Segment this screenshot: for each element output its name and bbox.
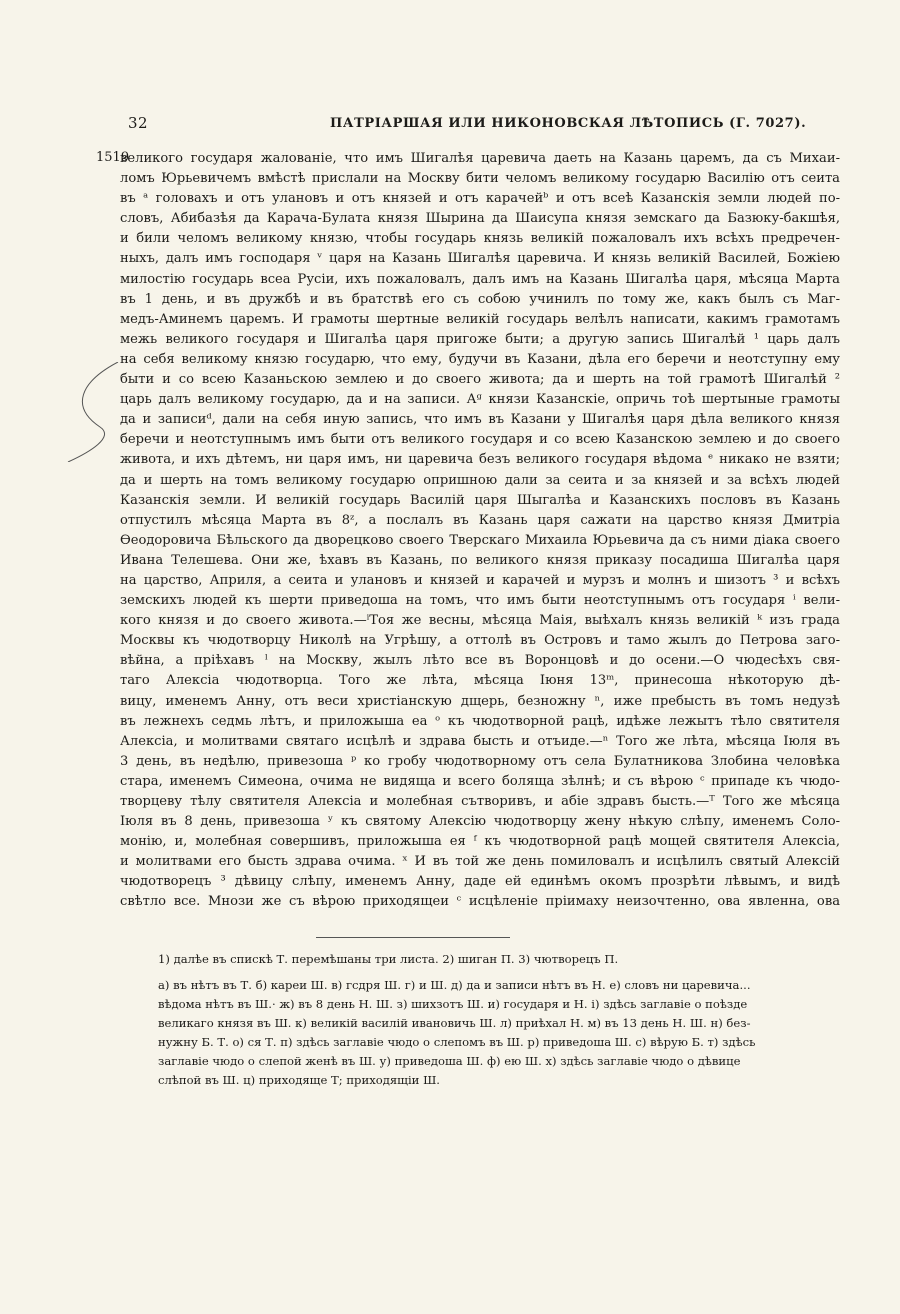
text-line: вицу, именемъ Анну, отъ веси христіанскую дщерь, безножну ⁿ, иже пребысть въ томъ недузѣ bbox=[120, 693, 840, 709]
text-line: земскихъ людей къ шерти приведоша на томъ, что имъ быти неотступнымъ отъ государя ⁱ вели- bbox=[120, 593, 840, 609]
text-line: да и записиᵈ, дали на себя иную запись, что имъ въ Казани у Шигалѣя царя дѣла великого князя bbox=[120, 412, 840, 428]
text-line: на себя великому князю государю, что ему, будучи въ Казани, дѣла его беречи и неотступну ему bbox=[120, 351, 840, 367]
text-line: 3 день, въ недѣлю, привезоша ᵖ ко гробу чюдотворному отъ села Булатникова Злобина человѣка bbox=[120, 753, 840, 769]
text-line: словъ, Абибазѣя да Карача-Булата князя Шырина да Шаисупа князя земскаго да Базюку-бакшѣя, bbox=[120, 211, 840, 227]
text-line: Ѳеодоровича Бѣльского да дворецково своего Тверскаго Михаила Юрьевича да съ ними діака своего bbox=[120, 532, 840, 548]
footnotes-lettered bbox=[158, 976, 848, 1090]
chronicle-text bbox=[120, 149, 840, 913]
text-line: межь великого государя и Шигалѣа царя пригоже быти; а другую запись Шигалѣй ¹ царь далъ bbox=[120, 331, 840, 347]
running-title: ПАТРІАРШАЯ ИЛИ НИКОНОВСКАЯ ЛѢТОПИСЬ (Г. 7027). bbox=[330, 116, 807, 131]
text-line: чюдотворецъ ³ дѣвицу слѣпу, именемъ Анну, даде ей единѣмъ окомъ прозрѣти лѣвымъ, и видѣ bbox=[120, 874, 840, 890]
text-line: милостію государь всеа Русіи, ихъ пожаловалъ, далъ имъ на Казань Шигалѣа царя, мѣсяца Марта bbox=[120, 271, 840, 287]
page-number: 32 bbox=[128, 114, 149, 132]
text-line: и били челомъ великому князю, чтобы государь князь великій пожаловалъ ихъ всѣхъ предречен- bbox=[120, 231, 840, 247]
handwritten-bracket-mark bbox=[60, 362, 120, 462]
text-line: царь далъ великому государю, да и на записи. Аᵍ князи Казанскіе, опричь тоѣ шертыные грамоты bbox=[120, 392, 840, 408]
text-line: въ ᵃ головахъ и отъ улановъ и отъ князей и отъ карачейᵇ и отъ всеѣ Казанскія земли людей по- bbox=[120, 191, 840, 207]
text-line: Ивана Телешева. Они же, ѣхавъ въ Казань, по великого князя приказу посадиша Шигалѣа царя bbox=[120, 552, 840, 568]
text-line: Іюля въ 8 день, привезоша ʸ къ святому Алексію чюдотворцу жену нѣкую слѣпу, именемъ Соло- bbox=[120, 814, 840, 830]
text-line: вѣйна, а пріѣхавъ ˡ на Москву, жылъ лѣто все въ Воронцовѣ и до осени.—О чюдесѣхъ свя- bbox=[120, 653, 840, 669]
text-line: да и шерть на томъ великому государю опришною дали за сеита и за князей и за всѣхъ людей bbox=[120, 472, 840, 488]
text-line: въ 1 день, и въ дружбѣ и въ братствѣ его съ собою учинилъ по тому же, какъ былъ съ Маг- bbox=[120, 291, 840, 307]
text-line: таго Алексіа чюдотворца. Того же лѣта, мѣсяца Іюня 13ᵐ, принесоша нѣкоторую дѣ- bbox=[120, 673, 840, 689]
text-line: на царство, Априля, а сеита и улановъ и князей и карачей и мурзъ и молнъ и шизотъ ³ и всѣхъ bbox=[120, 572, 840, 588]
text-line: отпустилъ мѣсяца Марта въ 8ᶻ, а послалъ въ Казань царя сажати на царство князя Дмитріа bbox=[120, 512, 840, 528]
footnote-line: заглавіе чюдо о слепой женѣ въ Ш. у) приведоша Ш. ф) ею Ш. х) здѣсь заглавіе чюдо о дѣвице bbox=[158, 1054, 741, 1068]
text-line: въ лежнехъ седмь лѣтъ, и приложыша еа ᵒ къ чюдотворной рацѣ, идѣже лежытъ тѣло святителя bbox=[120, 713, 840, 729]
text-line: стара, именемъ Симеона, очима не видяща и всего боляща зѣлнѣ; и съ вѣрою ᶜ припаде къ чюдо- bbox=[120, 773, 840, 789]
text-line: свѣтло все. Мнози же съ вѣрою приходящеи ᶜ исцѣленіе пріимаху неизочтенно, ова явленна, ова bbox=[120, 894, 840, 910]
margin-year: 1519 bbox=[96, 150, 130, 165]
text-line: монію, и, молебная совершивъ, приложыша ея ᶠ къ чюдотворной рацѣ мощей святителя Алексіа, bbox=[120, 834, 840, 850]
text-line: ныхъ, далъ имъ господаря ᵛ царя на Казань Шигалѣя царевича. И князь великій Василей, Божіею bbox=[120, 251, 840, 267]
text-line: творцеву тѣлу святителя Алексіа и молебная сътворивъ, и абіе здравъ бысть.—ᵀ Того же мѣсяца bbox=[120, 794, 840, 809]
text-line: ломъ Юрьевичемъ вмѣстѣ прислали на Москву бити челомъ великому государю Василію отъ сеита bbox=[120, 171, 840, 187]
text-line: и молитвами его бысть здрава очима. ˣ И въ той же день помиловалъ и исцѣлилъ святый Алексій bbox=[120, 854, 840, 870]
footnote-line: слѣпой въ Ш. ц) приходяще Т; приходящіи Ш. bbox=[158, 1073, 440, 1087]
footnote-line: 1) далѣе въ спискѣ Т. перемѣшаны три листа. 2) шиган П. 3) чютворецъ П. bbox=[158, 952, 619, 966]
footnote-line: а) въ нѣтъ въ Т. б) кареи Ш. в) гсдря Ш. г) и Ш. д) да и записи нѣтъ въ Н. е) словъ ни царевича... bbox=[158, 978, 751, 992]
text-line: великого государя жалованіе, что имъ Шигалѣя царевича даеть на Казань царемъ, да съ Михаи- bbox=[120, 151, 840, 166]
footnote-line: вѣдома нѣтъ въ Ш.· ж) въ 8 день Н. Ш. з) шихзотъ Ш. и) государя и Н. і) здѣсь заглавіе о поѣзде bbox=[158, 997, 748, 1011]
text-line: медъ-Аминемъ царемъ. И грамоты шертные великій государь велѣлъ написати, какимъ грамотамъ bbox=[120, 311, 840, 327]
text-line: кого князя и до своего живота.—ⁱТоя же весны, мѣсяца Маія, выѣхалъ князь великій ᵏ изъ града bbox=[120, 613, 840, 629]
footnotes-numbered bbox=[158, 950, 848, 969]
text-line: быти и со всею Казаньскою землею и до своего живота; да и шерть на той грамотѣ Шигалѣй ² bbox=[120, 372, 840, 388]
text-line: Москвы къ чюдотворцу Николѣ на Угрѣшу, а оттолѣ въ Островъ и тамо жылъ до Петрова заго- bbox=[120, 633, 840, 649]
footnote-line: великаго князя въ Ш. к) великій василій ивановичь Ш. л) приѣхал Н. м) въ 13 день Н. Ш. н) без- bbox=[158, 1016, 751, 1030]
text-line: живота, и ихъ дѣтемъ, ни царя имъ, ни царевича безъ великого государя вѣдома ᵉ никако не взяти; bbox=[120, 452, 840, 468]
footnote-divider bbox=[316, 937, 510, 938]
text-line: Алексіа, и молитвами святаго исцѣлѣ и здрава бысть и отъиде.—ⁿ Того же лѣта, мѣсяца Іюля въ bbox=[120, 733, 840, 749]
text-line: Казанскія земли. И великій государь Василій царя Шыгалѣа и Казанскихъ пословъ въ Казань bbox=[120, 492, 840, 508]
text-line: беречи и неотступнымъ имъ быти отъ великого государя и со всею Казанскою землею и до своего bbox=[120, 432, 840, 448]
footnote-line: нужну Б. Т. о) ся Т. п) здѣсь заглавіе чюдо о слепомъ въ Ш. р) приведоша Ш. с) вѣрую Б. т) здѣсь bbox=[158, 1035, 756, 1049]
